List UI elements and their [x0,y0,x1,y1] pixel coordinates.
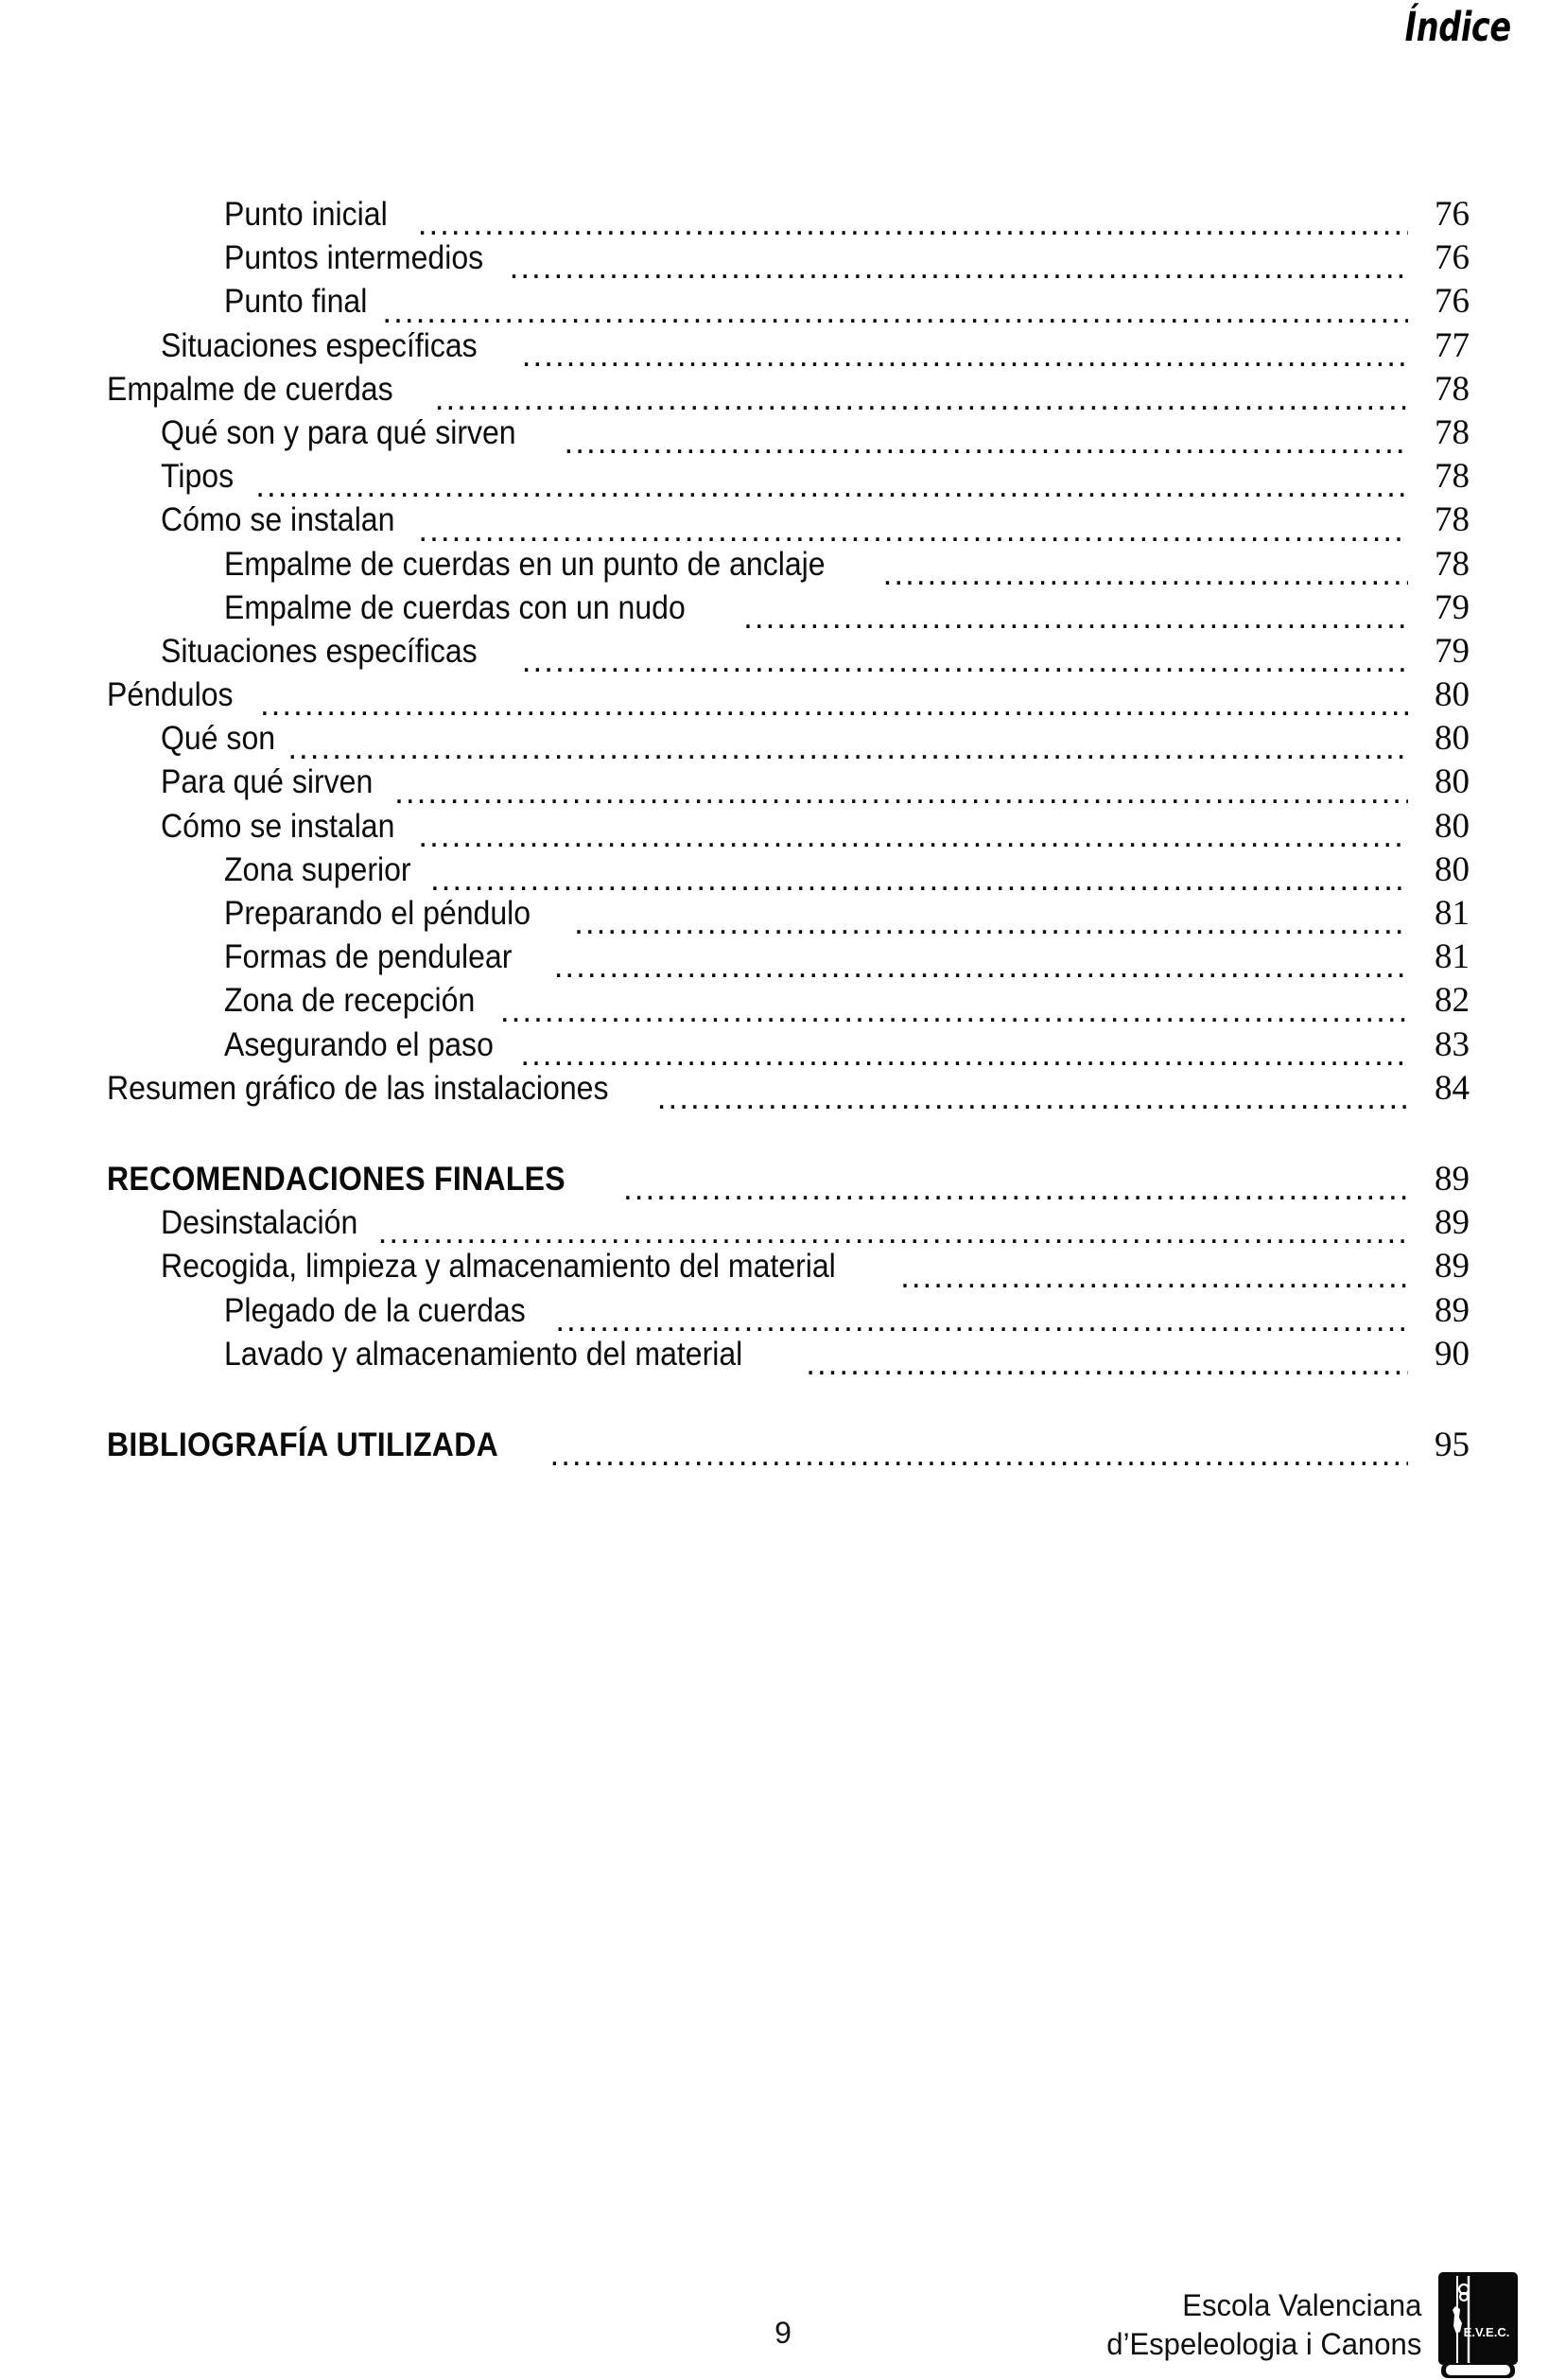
toc-leader-dots [792,1365,1408,1380]
toc-entry-label: Formas de pendulear [224,938,513,976]
publisher-name [1106,2286,1421,2364]
toc-entry-page-number: 80 [1435,762,1470,802]
toc-entry[interactable] [0,369,1566,415]
toc-entry[interactable] [0,1249,1566,1292]
toc-entry[interactable] [0,631,1566,677]
toc-leader-dots [509,662,1408,677]
toc-entry-label: Plegado de la cuerdas [224,1291,526,1329]
toc-leader-dots [555,1321,1408,1337]
toc-entry-page-number: 89 [1435,1290,1470,1330]
publisher-brand [1097,2268,1522,2380]
toc-entry-page-number: 83 [1435,1024,1470,1064]
toc-entry-label: Preparando el péndulo [224,895,531,932]
evec-book-logo-icon [1435,2268,1522,2380]
toc-entry-page-number: 80 [1435,675,1470,715]
toc-entry-label: Resumen gráfico de las instalaciones [107,1069,609,1107]
toc-entry-label: Zona superior [224,850,411,888]
toc-entry[interactable] [0,939,1566,983]
toc-entry[interactable] [0,806,1566,852]
toc-entry-page-number: 84 [1435,1068,1470,1108]
toc-entry-label: Qué son [161,720,276,758]
toc-leader-dots [378,1234,1408,1249]
toc-entry-page-number: 79 [1435,587,1470,627]
toc-entry-label: Para qué sirven [161,763,374,801]
toc-entry-page-number: 80 [1435,806,1470,846]
toc-entry-label: Empalme de cuerdas con un nudo [224,588,686,626]
toc-entry-label: Tipos [161,458,235,496]
toc-entry-page-number: 77 [1435,325,1470,365]
table-of-contents [0,197,1566,1471]
toc-entry[interactable] [0,983,1566,1026]
toc-leader-dots [730,619,1408,634]
toc-leader-dots [287,749,1408,764]
toc-leader-dots [247,706,1408,721]
toc-leader-dots [405,225,1408,240]
toc-entry-page-number: 76 [1435,282,1470,322]
toc-entry[interactable] [0,764,1566,808]
toc-entry[interactable] [0,1205,1566,1249]
evec-logo-text: E.V.E.C. [1464,2325,1510,2339]
toc-leader-dots [541,968,1408,983]
toc-entry-label: Zona de recepción [224,982,476,1020]
toc-entry-label: Situaciones específicas [161,632,478,670]
toc-entry-page-number: 80 [1435,719,1470,759]
toc-entry-page-number: 90 [1435,1334,1470,1374]
toc-entry-label: Empalme de cuerdas [107,370,393,408]
toc-leader-dots [657,1099,1408,1114]
toc-entry[interactable] [0,1427,1566,1471]
toc-entry-page-number: 78 [1435,457,1470,497]
toc-entry-label: Lavado y almacenamiento del material [224,1335,743,1373]
toc-entry[interactable] [0,1290,1566,1337]
toc-leader-dots [382,313,1408,328]
toc-entry[interactable] [0,412,1566,459]
toc-entry[interactable] [0,502,1566,546]
toc-entry-label: RECOMENDACIONES FINALES [107,1160,566,1198]
toc-leader-dots [500,1012,1408,1027]
toc-entry[interactable] [0,587,1566,634]
toc-entry-page-number: 89 [1435,1159,1470,1199]
toc-entry-page-number: 76 [1435,238,1470,278]
toc-leader-dots [510,269,1408,284]
toc-leader-dots [551,444,1408,459]
toc-entry-page-number: 78 [1435,544,1470,584]
toc-leader-dots [900,1278,1408,1293]
toc-entry-page-number: 78 [1435,369,1470,409]
toc-entry-label: Desinstalación [161,1204,358,1242]
toc-entry[interactable] [0,240,1566,284]
toc-entry-label: Qué son y para qué sirven [161,413,516,451]
toc-entry-label: Cómo se instalan [161,807,395,845]
toc-entry-page-number: 89 [1435,1247,1470,1286]
toc-leader-dots [430,881,1408,896]
toc-entry-label: Punto inicial [224,196,388,233]
toc-leader-dots [418,837,1408,852]
toc-entry[interactable] [0,197,1566,240]
toc-entry-page-number: 82 [1435,981,1470,1021]
toc-entry[interactable] [0,1068,1566,1114]
toc-entry-label: Cómo se instalan [161,501,395,539]
toc-entry-label: Puntos intermedios [224,239,484,277]
toc-entry-page-number: 81 [1435,937,1470,977]
toc-entry-label: Punto final [224,283,368,321]
toc-entry[interactable] [0,1334,1566,1380]
toc-entry-label: Asegurando el paso [224,1025,494,1063]
toc-entry-label: Péndulos [107,676,234,714]
toc-leader-dots [536,1456,1408,1471]
toc-leader-dots [561,924,1408,939]
toc-entry[interactable] [0,896,1566,939]
toc-entry[interactable] [0,721,1566,764]
toc-leader-dots [509,357,1408,372]
toc-entry-page-number: 79 [1435,631,1470,671]
toc-entry-page-number: 76 [1435,195,1470,234]
toc-entry-page-number: 78 [1435,500,1470,540]
publisher-name-line2: d’Espeleologia i Canons [1106,2327,1422,2361]
toc-entry[interactable] [0,325,1566,372]
toc-entry-page-number: 95 [1435,1425,1470,1464]
toc-leader-dots [883,575,1408,590]
toc-leader-dots [610,1190,1408,1205]
toc-leader-dots [422,400,1408,415]
page-folio-number: 9 [774,2316,792,2350]
toc-entry-page-number: 78 [1435,412,1470,452]
toc-entry-label: Empalme de cuerdas en un punto de anclaje [224,545,826,583]
toc-entry[interactable] [0,849,1566,896]
toc-entry-page-number: 80 [1435,849,1470,889]
toc-entry-label: BIBLIOGRAFÍA UTILIZADA [107,1426,499,1463]
toc-entry[interactable] [0,459,1566,502]
toc-leader-dots [418,532,1408,547]
toc-entry[interactable] [0,544,1566,590]
toc-entry-label: Recogida, limpieza y almacenamiento del material [161,1248,836,1286]
toc-leader-dots [520,1056,1408,1071]
toc-entry[interactable] [0,284,1566,327]
toc-leader-dots [242,487,1408,502]
toc-entry-page-number: 81 [1435,894,1470,933]
toc-entry[interactable] [0,677,1566,721]
toc-entry[interactable] [0,1159,1566,1205]
toc-leader-dots [394,794,1408,809]
toc-entry-page-number: 89 [1435,1203,1470,1243]
publisher-name-line1: Escola Valenciana [1182,2288,1422,2323]
running-head-indice: Índice [1404,4,1511,51]
toc-entry-label: Situaciones específicas [161,326,478,364]
toc-entry[interactable] [0,1024,1566,1071]
